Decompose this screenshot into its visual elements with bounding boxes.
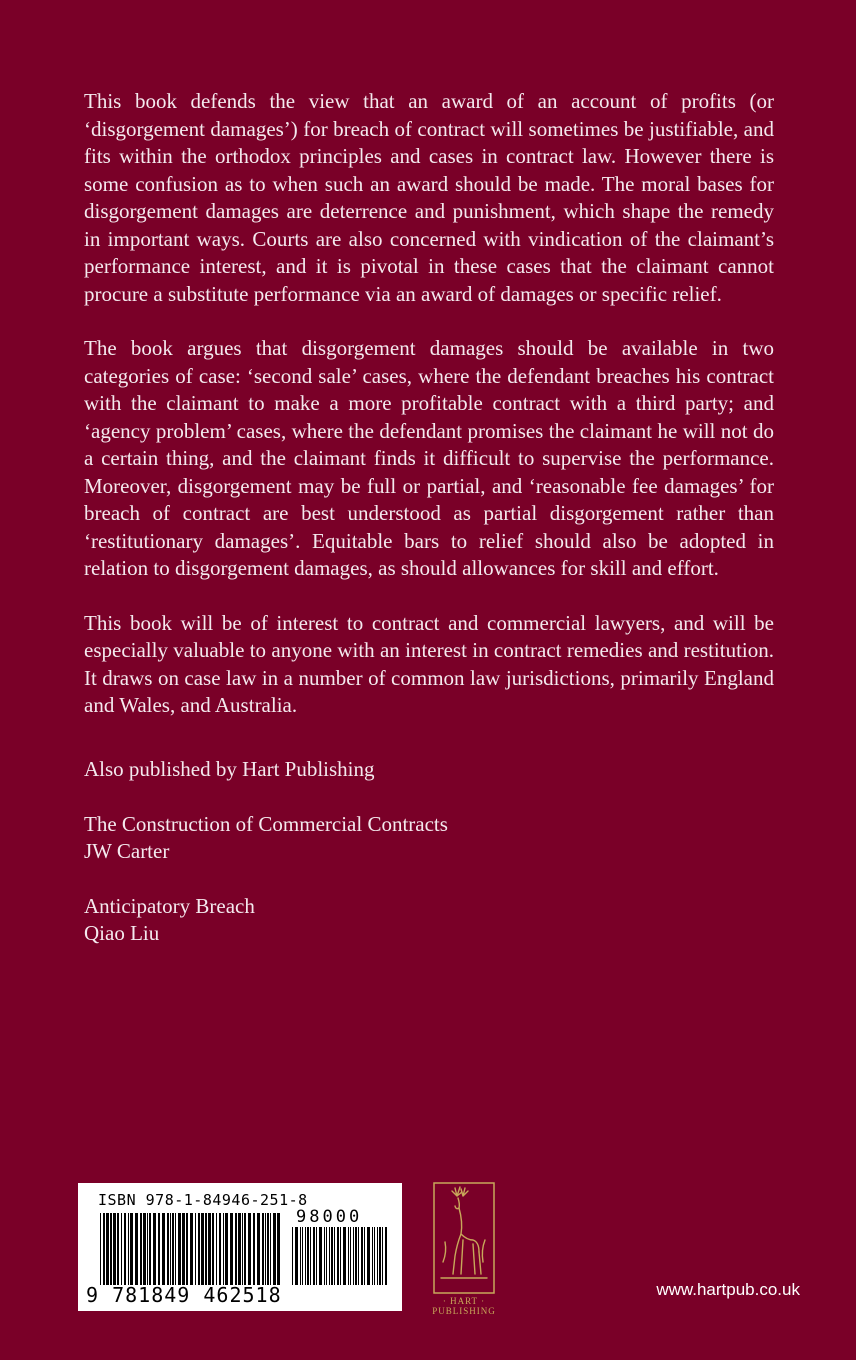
barcode-bar bbox=[367, 1227, 370, 1285]
barcode-bar bbox=[382, 1227, 383, 1285]
barcode-bar bbox=[355, 1227, 357, 1285]
barcode-bar bbox=[244, 1213, 246, 1285]
barcode-bar bbox=[334, 1227, 335, 1285]
barcode-bar bbox=[172, 1213, 174, 1285]
also-published-section bbox=[84, 756, 684, 975]
barcode-bar bbox=[310, 1227, 311, 1285]
barcode-bar bbox=[100, 1213, 101, 1285]
barcode-bar bbox=[307, 1227, 309, 1285]
barcode-bar bbox=[216, 1213, 217, 1285]
barcode-bar bbox=[143, 1213, 146, 1285]
barcode-bar bbox=[353, 1227, 354, 1285]
barcode-bar bbox=[331, 1227, 333, 1285]
barcode-bar bbox=[374, 1227, 375, 1285]
barcode-bar bbox=[292, 1227, 293, 1285]
barcode-bar bbox=[140, 1213, 142, 1285]
blurb-paragraph-1: This book defends the view that an award of an account of profits (or ‘disgorgement damages’) for breach of contract will sometimes be justifiable, and fits within the orthodox principles and cases in contract law. However there is some confusion as to when such an award should be made. The moral bases for disgorgement damages are deterrence and punishment, which shape the remedy in important ways. Courts are also concerned with vindication of the claimant’s performance interest, and it is pivotal in these cases that the claimant cannot procure a substitute performance via an award of damages or specific relief. bbox=[84, 89, 774, 306]
barcode-bar bbox=[135, 1213, 138, 1285]
barcode-bar bbox=[257, 1213, 260, 1285]
barcode-bar bbox=[121, 1213, 122, 1285]
barcode-bar bbox=[130, 1213, 133, 1285]
barcode-bar bbox=[113, 1213, 116, 1285]
barcode-bar bbox=[124, 1213, 126, 1285]
barcode-bar bbox=[175, 1213, 176, 1285]
back-cover-blurb bbox=[84, 88, 774, 747]
barcode-bar bbox=[238, 1213, 241, 1285]
barcode-bar bbox=[186, 1213, 188, 1285]
barcode-bar bbox=[267, 1213, 269, 1285]
barcode-bar bbox=[182, 1213, 185, 1285]
barcode-bar bbox=[212, 1213, 214, 1285]
barcode-bar bbox=[343, 1227, 346, 1285]
barcode-bar bbox=[253, 1213, 255, 1285]
barcode-bar bbox=[316, 1227, 317, 1285]
barcode-bar bbox=[277, 1213, 280, 1285]
barcode-bar bbox=[265, 1213, 266, 1285]
barcode-bar bbox=[372, 1227, 373, 1285]
isbn-label: ISBN 978-1-84946-251-8 bbox=[98, 1191, 308, 1209]
barcode-bar bbox=[110, 1213, 112, 1285]
barcode-bar bbox=[235, 1213, 237, 1285]
related-book-author: JW Carter bbox=[84, 839, 170, 863]
barcode-bar bbox=[295, 1227, 298, 1285]
barcode-bar bbox=[167, 1213, 169, 1285]
blurb-paragraph-3: This book will be of interest to contract and commercial lawyers, and will be especially valuable to anyone with an interest in contract remedies and restitution. It draws on case law in a number of common law jurisdictions, primarily England and Wales, and Australia. bbox=[84, 610, 774, 717]
logo-text-hart: · HART · bbox=[442, 1296, 486, 1306]
barcode-bar bbox=[270, 1213, 271, 1285]
barcode-bar bbox=[350, 1227, 351, 1285]
barcode-bar bbox=[313, 1227, 315, 1285]
barcode-bar bbox=[219, 1213, 221, 1285]
barcode-bar bbox=[103, 1213, 105, 1285]
barcode-bar bbox=[223, 1213, 224, 1285]
related-book-title: The Construction of Commercial Contracts bbox=[84, 811, 448, 836]
barcode-bar bbox=[170, 1213, 171, 1285]
publisher-website[interactable]: www.hartpub.co.uk bbox=[656, 1280, 800, 1299]
barcode-bar bbox=[230, 1213, 233, 1285]
barcode-bar bbox=[262, 1213, 264, 1285]
barcode-bar bbox=[208, 1213, 211, 1285]
barcode-bar bbox=[195, 1213, 196, 1285]
hart-publishing-logo-text bbox=[427, 1296, 501, 1316]
price-barcode-bars bbox=[292, 1227, 388, 1285]
also-published-heading: Also published by Hart Publishing bbox=[84, 757, 375, 781]
barcode-bar bbox=[302, 1227, 303, 1285]
barcode-bar bbox=[117, 1213, 119, 1285]
blurb-paragraph-2: The book argues that disgorgement damages should be available in two categories of case: ‘second sale’ cases, where the defendant breaches his contract with the claimant to make a more profitable contract with a third party; and ‘agency problem’ cases, where the defendant promises the claimant he will not do a certain thing, and the claimant finds it difficult to supervise the performance. Moreover, disgorgement may be full or partial, and ‘reasonable fee damages’ for breach of contract are best understood as partial disgorgement rather than ‘restitutionary damages’. Equitable bars to relief should also be adopted in relation to disgorgement damages, as should allowances for skill and effort. bbox=[84, 336, 774, 580]
barcode-bar bbox=[319, 1227, 322, 1285]
barcode-bar bbox=[337, 1227, 339, 1285]
barcode-bar bbox=[147, 1213, 148, 1285]
barcode-bar bbox=[190, 1213, 193, 1285]
isbn-barcode bbox=[78, 1183, 402, 1311]
price-code: 98000 bbox=[296, 1207, 363, 1227]
barcode-bar bbox=[205, 1213, 207, 1285]
related-book-title: Anticipatory Breach bbox=[84, 893, 255, 918]
related-book-author: Qiao Liu bbox=[84, 921, 160, 945]
barcode-bar bbox=[340, 1227, 341, 1285]
barcode-bar bbox=[300, 1227, 301, 1285]
barcode-bar bbox=[364, 1227, 365, 1285]
barcode-bar bbox=[149, 1213, 151, 1285]
barcode-bar bbox=[248, 1213, 251, 1285]
barcode-bar bbox=[385, 1227, 387, 1285]
barcode-bar bbox=[305, 1227, 306, 1285]
barcode-bar bbox=[348, 1227, 349, 1285]
barcode-bar bbox=[324, 1227, 325, 1285]
hart-stag-logo-icon bbox=[433, 1182, 495, 1294]
barcode-bar bbox=[178, 1213, 181, 1285]
barcode-bar bbox=[162, 1213, 165, 1285]
barcode-bar bbox=[153, 1213, 156, 1285]
barcode-bar bbox=[361, 1227, 363, 1285]
barcode-bar bbox=[225, 1213, 228, 1285]
barcode-digits: 9 781849 462518 bbox=[86, 1283, 282, 1307]
barcode-bar bbox=[128, 1213, 129, 1285]
barcode-bar bbox=[158, 1213, 160, 1285]
barcode-bar bbox=[198, 1213, 200, 1285]
barcode-bar bbox=[242, 1213, 243, 1285]
barcode-bar bbox=[358, 1227, 359, 1285]
related-book-1 bbox=[84, 811, 684, 866]
barcode-bar bbox=[326, 1227, 327, 1285]
barcode-bar bbox=[379, 1227, 381, 1285]
related-book-2 bbox=[84, 893, 684, 948]
barcode-bar bbox=[201, 1213, 204, 1285]
barcode-bar bbox=[329, 1227, 330, 1285]
barcode-bar bbox=[273, 1213, 276, 1285]
barcode-bar bbox=[106, 1213, 109, 1285]
barcode-bar bbox=[377, 1227, 378, 1285]
ean-barcode-bars bbox=[100, 1213, 280, 1285]
logo-text-publishing: PUBLISHING bbox=[432, 1306, 496, 1316]
